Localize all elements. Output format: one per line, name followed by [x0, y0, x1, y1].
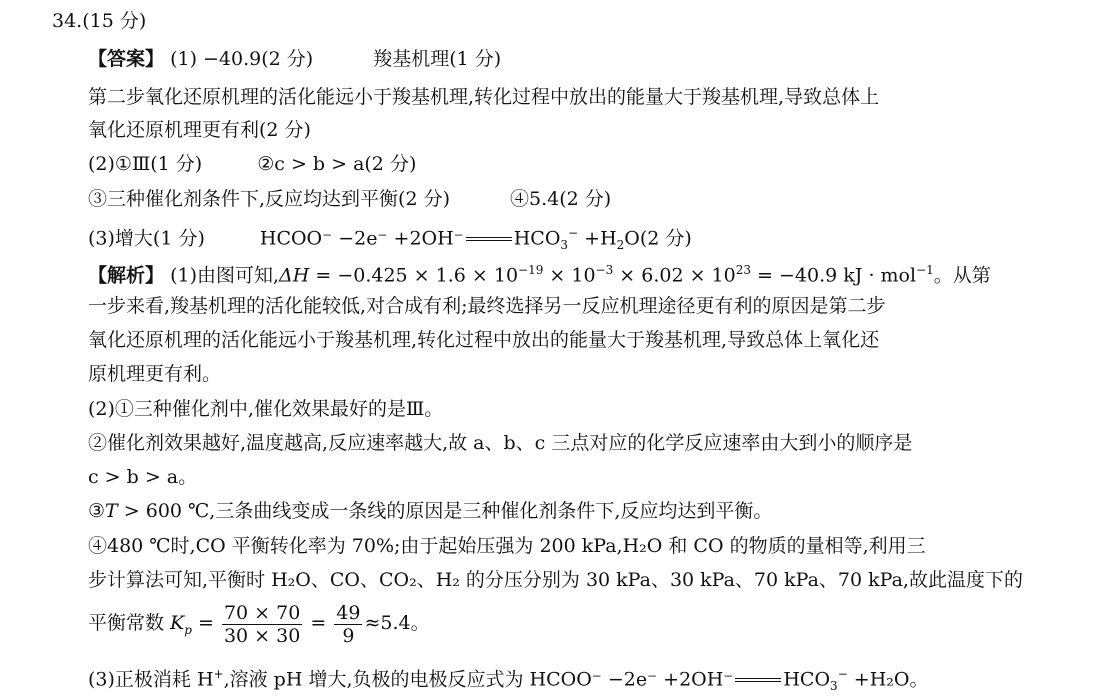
frac2-num: 49	[336, 601, 361, 624]
equals-double-line	[466, 235, 512, 243]
answer-part2-row1	[88, 151, 416, 177]
answer-part3-row	[88, 220, 692, 258]
analysis-l11-K: K	[170, 612, 185, 634]
analysis-line-1	[88, 257, 991, 288]
analysis-l12-sup: +	[213, 667, 224, 681]
analysis-line-9: ④480 ℃时,CO 平衡转化率为 70%;由于起始压强为 200 kPa,H₂O 和 CO 的物质的量相等,利用三	[88, 535, 926, 557]
answer-explain-1: 第二步氧化还原机理的活化能远小于羧基机理,转化过程中放出的能量大于羧基机理,导致总体上	[88, 86, 880, 108]
analysis-l1-exp1: −19	[518, 263, 544, 277]
analysis-l1-pre: (1)由图可知,	[170, 264, 280, 287]
fraction-49-over-9	[334, 602, 362, 647]
analysis-line-8	[88, 498, 772, 524]
analysis-l1-exp2: −3	[595, 263, 614, 277]
analysis-l12-mid: ,溶液 pH 增大,负极的电极反应式为 HCOO⁻ −2e⁻ +2OH⁻	[223, 668, 734, 691]
equals-double-line-2	[735, 676, 781, 684]
analysis-label: 【解析】	[88, 264, 165, 287]
analysis-l12-sup2: −	[837, 667, 848, 681]
frac2-den: 9	[342, 624, 355, 647]
answer-part3-eq-left: HCOO⁻ −2e⁻ +2OH⁻	[259, 227, 464, 250]
analysis-line-2: 一步来看,羧基机理的活化能较低,对合成有利;最终选择另一反应机理途径更有利的原因是第二步	[88, 295, 886, 317]
question-points: (15 分)	[82, 10, 147, 32]
answer-part2-row2	[88, 186, 611, 212]
analysis-l1-calc: = −0.425 × 1.6 × 10	[309, 264, 519, 287]
answer-part3-end: O(2 分)	[624, 227, 692, 250]
answer-part3a: (3)增大(1 分)	[88, 227, 205, 250]
analysis-l11-post: ≈5.4。	[364, 612, 430, 634]
answer-part3-h: +H	[578, 227, 617, 250]
answer-part3-sup: −	[568, 226, 579, 240]
analysis-l1-mid2: × 6.02 × 10	[613, 264, 736, 287]
analysis-l12-pre: (3)正极消耗 H	[88, 668, 214, 691]
question-number: 34.	[52, 10, 83, 32]
analysis-l1-mid: × 10	[543, 264, 596, 287]
analysis-line-5: (2)①三种催化剂中,催化效果最好的是Ⅲ。	[88, 398, 444, 420]
analysis-l1-dh: ΔH	[279, 264, 310, 287]
analysis-l1-post: 。从第	[933, 264, 991, 287]
answer-part1b: 羧基机理(1 分)	[373, 48, 502, 70]
answer-label: 【答案】	[88, 48, 165, 70]
fraction-70x70-over-30x30	[222, 602, 302, 647]
analysis-l12-right: HCO	[783, 668, 831, 691]
answer-part2b: ②c > b > a(2 分)	[257, 153, 417, 175]
analysis-line-6: ②催化剂效果越好,温度越高,反应速率越大,故 a、b、c 三点对应的化学反应速率由大到小的顺序是	[88, 432, 913, 454]
answer-part1: (1) −40.9(2 分)	[170, 48, 314, 70]
analysis-l1-exp3: 23	[735, 263, 752, 277]
answer-explain-2: 氧化还原机理更有利(2 分)	[88, 119, 311, 141]
analysis-line-3: 氧化还原机理的活化能远小于羧基机理,转化过程中放出的能量大于羧基机理,导致总体上氧化还	[88, 329, 880, 351]
analysis-l11-p: p	[184, 622, 192, 637]
analysis-l12-sub: 3	[830, 679, 838, 694]
answer-part3-eq-right: HCO	[513, 227, 561, 250]
analysis-line-7: c > b > a。	[88, 466, 198, 488]
answer-part3-sub2: 2	[616, 238, 625, 253]
analysis-l8-pre: ③	[88, 500, 106, 522]
analysis-line-4: 原机理更有利。	[88, 363, 222, 385]
frac1-den: 30 × 30	[223, 624, 301, 647]
answer-part2a: (2)①Ⅲ(1 分)	[88, 153, 203, 175]
analysis-line-11: 平衡常数 $K_p$ = $\frac{70 \times 70}{30 \times 30}$ = $\frac{49}{9}$ ≈5.4。	[88, 601, 430, 647]
analysis-l8-post: > 600 ℃,三条曲线变成一条线的原因是三种催化剂条件下,反应均达到平衡。	[117, 500, 773, 522]
analysis-line-12	[88, 661, 928, 699]
frac1-num: 70 × 70	[223, 601, 301, 624]
answer-line-1	[88, 46, 501, 72]
answer-part3-sub3: 3	[560, 238, 569, 253]
analysis-l1-res: = −40.9 kJ · mol	[751, 264, 917, 287]
analysis-l12-end: +H₂O。	[847, 668, 929, 691]
analysis-line-10: 步计算法可知,平衡时 H₂O、CO、CO₂、H₂ 的分压分别为 30 kPa、30 kPa、70 kPa、70 kPa,故此温度下的	[88, 569, 1023, 591]
question-header	[52, 8, 146, 34]
answer-part2c: ③三种催化剂条件下,反应均达到平衡(2 分)	[88, 188, 450, 210]
analysis-l1-exp4: −1	[916, 263, 934, 277]
analysis-l8-T: T	[105, 500, 118, 522]
analysis-l11-pre: 平衡常数	[88, 612, 171, 634]
answer-part2d: ④5.4(2 分)	[510, 188, 612, 210]
